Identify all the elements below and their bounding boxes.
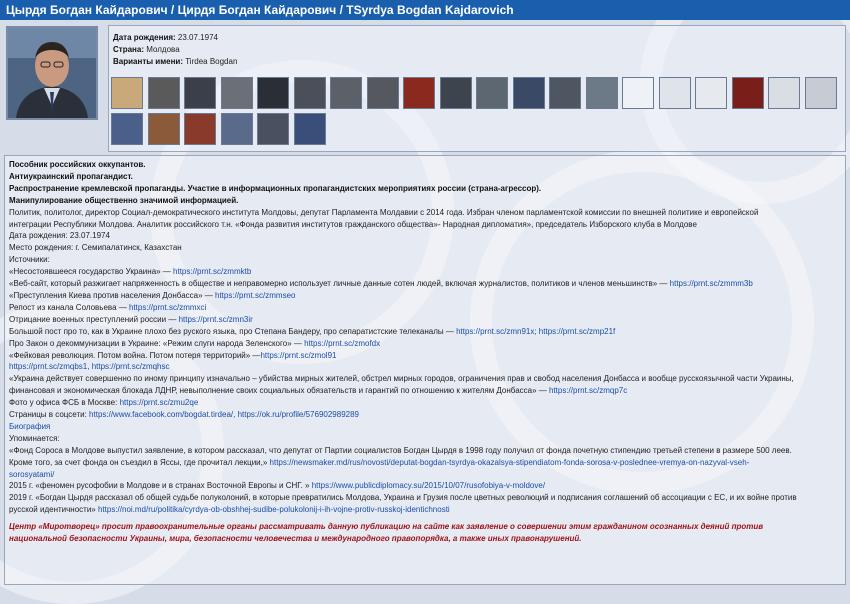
gallery-thumbnail[interactable] bbox=[294, 77, 326, 109]
source-line: 2015 г. «феномен русофобии в Молдове и в странах Восточной Европы и СНГ. » https://www.publicdiplomacy.su/2015/10/07/rusofobiya-v-moldove/ bbox=[9, 481, 546, 491]
gallery-thumbnail[interactable] bbox=[659, 77, 691, 109]
bio-text: «Украина действует совершенно по иному принципу изначально – убийства мирных жителей, обстрел мирных городов, ограничения прав и свобод населения Донбасса и вообще русскоязычной части Украины, bbox=[9, 374, 794, 384]
birth-date-value: 23.07.1974 bbox=[177, 33, 218, 42]
gallery-thumbnail[interactable] bbox=[513, 77, 545, 109]
source-link[interactable]: https://noi.md/ru/politika/cyrdya-ob-obshhej-sudibe-polukolonij-i-ih-vojne-protiv-russkoj-identichnosti bbox=[97, 505, 450, 515]
source-line: Репост из канала Соловьева — https://prnt.sc/zmmxci bbox=[9, 302, 207, 312]
source-link[interactable]: sorosyatami/ bbox=[9, 469, 55, 479]
source-link[interactable]: https://prnt.sc/zmmxci bbox=[128, 302, 207, 312]
gallery-thumbnail[interactable] bbox=[221, 77, 253, 109]
gallery-thumbnail[interactable] bbox=[257, 77, 289, 109]
gallery-thumbnail[interactable] bbox=[586, 77, 618, 109]
source-link[interactable]: https://prnt.sc/zmmseo bbox=[215, 290, 296, 300]
gallery-thumbnail[interactable] bbox=[768, 77, 800, 109]
source-line: «Фейковая революция. Потом война. Потом потеря территорий» —https://prnt.sc/zmol91 bbox=[9, 350, 337, 360]
source-link[interactable]: https://prnt.sc/zmqbs1, https://prnt.sc/zmqhsc bbox=[9, 362, 170, 372]
source-link[interactable]: https://prnt.sc/zmmm3b bbox=[669, 279, 753, 289]
bio-heading: Манипулирование общественно значимой информацией. bbox=[9, 195, 239, 205]
gallery-thumbnail[interactable] bbox=[330, 77, 362, 109]
warning-notice bbox=[9, 521, 841, 545]
gallery-thumbnail[interactable] bbox=[148, 113, 180, 145]
bio-heading: Пособник российских оккупантов. bbox=[9, 160, 146, 169]
bio-text: интеграции Республики Молдова. Аналитик российского т.н. «Фонда развития институтов гражданского общества»- Народная дипломатия», председатель Изборского клуба в Молдове bbox=[9, 219, 697, 229]
gallery-thumbnail[interactable] bbox=[695, 77, 727, 109]
gallery-thumbnail[interactable] bbox=[257, 113, 289, 145]
gallery-thumbnail[interactable] bbox=[184, 113, 216, 145]
source-line: финансовая и экономическая блокада ЛДНР, невыполнение своих социальных обязательств и гарантий по отношению к жителям Донбасса» — https://prnt.sc/zmqp7c bbox=[9, 386, 628, 396]
bio-text: Дата рождения: 23.07.1974 bbox=[9, 231, 110, 241]
gallery-thumbnail[interactable] bbox=[367, 77, 399, 109]
bio-text: 2019 г. «Богдан Цырдя рассказал об общей судьбе полуколоний, в которые превратились Молдова, Украина и Грузия после цветных революций и подписания соглашений об ассоциации с ЕС, и их войне против bbox=[9, 493, 797, 503]
warning-line: национальной безопасности Украины, мира, безопасности человечества и международного правопорядка, а также иных правонарушений. bbox=[9, 534, 582, 544]
biography-panel bbox=[4, 155, 846, 585]
birth-date-row bbox=[113, 32, 845, 44]
bio-text: Место рождения: г. Семипалатинск, Казахстан bbox=[9, 243, 182, 253]
bio-heading: Распространение кремлевской пропаганды. Участие в информационных пропагандистских мероприятиях россии (страна-агрессор). bbox=[9, 183, 542, 193]
profile-photo[interactable] bbox=[6, 26, 98, 120]
gallery-thumbnail[interactable] bbox=[111, 113, 143, 145]
source-line: Большой пост про то, как в Украине плохо без руского языка, про Степана Бандеру, про сепаратистские телеканалы — https://prnt.sc/zmn91x; https://prnt.sc/zmp21f bbox=[9, 326, 616, 336]
source-line: «Преступления Киева против населения Донбасса» — https://prnt.sc/zmmseo bbox=[9, 290, 296, 300]
country-row bbox=[113, 44, 845, 56]
source-line: «Несостоявшееся государство Украина» — https://prnt.sc/zmmktb bbox=[9, 267, 252, 277]
name-variants-label: Варианты имени: bbox=[113, 57, 183, 66]
bio-heading: Антиукраинский пропагандист. bbox=[9, 171, 133, 181]
country-label: Страна: bbox=[113, 45, 144, 54]
source-line: русской идентичности» https://noi.md/ru/politika/cyrdya-ob-obshhej-sudibe-polukolonij-i-ih-vojne-protiv-russkoj-identichnosti bbox=[9, 505, 450, 515]
source-link[interactable]: https://prnt.sc/zmofdx bbox=[304, 338, 381, 348]
person-portrait-icon bbox=[8, 28, 96, 118]
source-link[interactable]: https://prnt.sc/zmqp7c bbox=[548, 386, 628, 396]
gallery-thumbnail[interactable] bbox=[476, 77, 508, 109]
source-link[interactable]: https://www.facebook.com/bogdat.tirdea/, https://ok.ru/profile/576902989289 bbox=[89, 410, 359, 420]
source-link[interactable]: https://newsmaker.md/rus/novosti/deputat-bogdan-tsyrdya-okazalsya-stipendiatom-fonda-sorosa-v-poslednee-vremya-on-nazyval-vseh- bbox=[269, 457, 750, 467]
gallery-thumbnail[interactable] bbox=[148, 77, 180, 109]
gallery-thumbnail[interactable] bbox=[805, 77, 837, 109]
source-line bbox=[9, 469, 841, 481]
bio-text: Источники: bbox=[9, 255, 50, 265]
birth-date-label: Дата рождения: bbox=[113, 33, 176, 42]
source-link[interactable]: https://prnt.sc/zmn91x; https://prnt.sc/zmp21f bbox=[456, 326, 616, 336]
bio-text: «Фонд Сороса в Молдове выпустил заявление, в котором рассказал, что депутат от Партии социалистов Богдан Цырдя в 1998 году получил от фонда почетную стипендию третьей степени в размере 500 леев. bbox=[9, 445, 792, 455]
source-link[interactable]: https://prnt.sc/zmmktb bbox=[173, 267, 252, 277]
gallery-thumbnail[interactable] bbox=[549, 77, 581, 109]
gallery-thumbnail[interactable] bbox=[184, 77, 216, 109]
source-line: Отрицание военных преступлений россии — https://prnt.sc/zmn3ir bbox=[9, 314, 253, 324]
source-line: Кроме того, за счет фонда он съездил в Яссы, где прочитал лекции,» https://newsmaker.md/rus/novosti/deputat-bogdan-tsyrdya-okazalsya-stipendiatom-fonda-sorosa-v-poslednee-vremya-on-nazyval-vseh- bbox=[9, 457, 750, 467]
source-link[interactable]: https://prnt.sc/zmol91 bbox=[260, 350, 337, 360]
bio-text: Упоминается: bbox=[9, 433, 60, 443]
gallery-thumbnail[interactable] bbox=[622, 77, 654, 109]
source-link[interactable]: https://prnt.sc/zmu2qe bbox=[119, 398, 199, 408]
source-line: Про Закон о декоммунизации в Украине: «Режим слуги народа Зеленского» — https://prnt.sc/zmofdx bbox=[9, 338, 381, 348]
page-title: Цырдя Богдан Кайдарович / Цирдя Богдан Кайдарович / TSyrdya Bogdan Kajdarovich bbox=[0, 0, 850, 20]
gallery-thumbnail[interactable] bbox=[294, 113, 326, 145]
source-line: Страницы в соцсети: https://www.facebook.com/bogdat.tirdea/, https://ok.ru/profile/576902989289 bbox=[9, 410, 359, 420]
biography-link[interactable]: Биография bbox=[9, 421, 51, 431]
source-link[interactable]: https://www.publicdiplomacy.su/2015/10/07/rusofobiya-v-moldove/ bbox=[311, 481, 546, 491]
country-value: Молдова bbox=[146, 45, 180, 54]
source-line: Фото у офиса ФСБ в Москве: https://prnt.sc/zmu2qe bbox=[9, 398, 199, 408]
source-line bbox=[9, 421, 841, 433]
source-link[interactable]: https://prnt.sc/zmn3ir bbox=[178, 314, 253, 324]
name-variants-value: Tirdea Bogdan bbox=[185, 57, 238, 66]
gallery-thumbnail[interactable] bbox=[221, 113, 253, 145]
gallery-thumbnail[interactable] bbox=[732, 77, 764, 109]
gallery-thumbnail[interactable] bbox=[403, 77, 435, 109]
name-variants-row bbox=[113, 56, 845, 68]
source-line bbox=[9, 361, 841, 373]
bio-text: Политик, политолог, директор Социал-демократического института Молдовы, депутат Парламента Молдавии с 2014 года. Избран членом парламентской комиссии по внешней политике и европейской bbox=[9, 207, 759, 217]
source-line: «Веб-сайт, который разжигает напряженность в обществе и неправомерно использует личные данные сотен людей, включая журналистов, политиков и членов меньшинств» — https://prnt.sc/zmmm3b bbox=[9, 279, 753, 289]
gallery-thumbnail[interactable] bbox=[111, 77, 143, 109]
warning-line: Центр «Миротворец» просит правоохранительные органы рассматривать данную публикацию на сайте как заявление о совершении этим гражданином осознанных деяний против bbox=[9, 522, 764, 532]
gallery-thumbnail[interactable] bbox=[440, 77, 472, 109]
